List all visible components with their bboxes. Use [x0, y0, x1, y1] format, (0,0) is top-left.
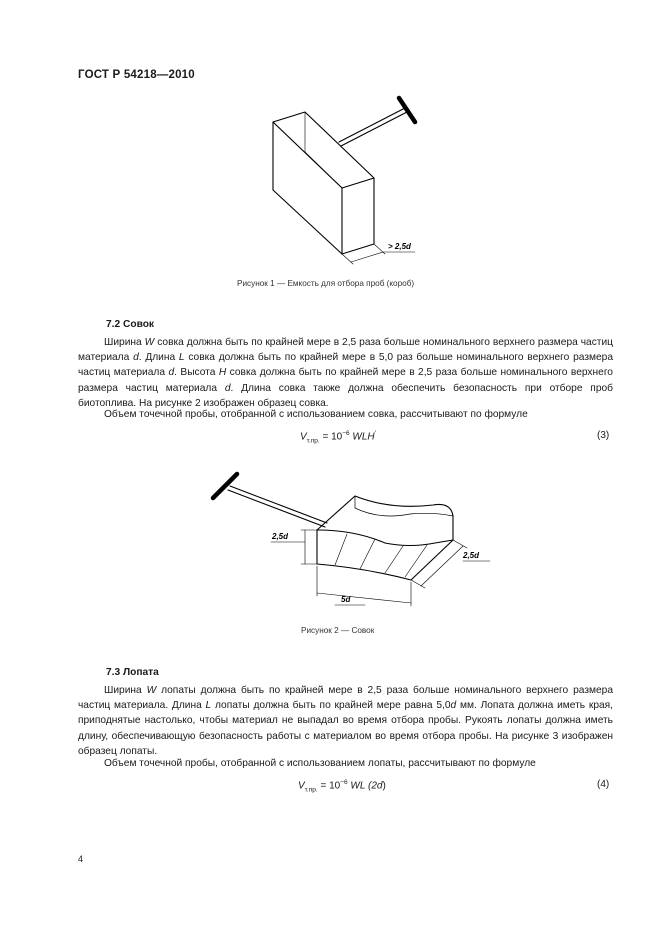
figure-1-caption: Рисунок 1 — Емкость для отбора проб (короб) — [237, 279, 415, 288]
figure-2-caption: Рисунок 2 — Совок — [301, 626, 375, 635]
scoop-body — [317, 496, 453, 580]
scoop-height-label: 2,5d — [272, 532, 289, 541]
section-7-3-paragraph: Ширина W лопаты должна быть по крайней мере в 2,5 раза больше номинального верхнего размера частиц материала. Длина L лопаты должна быть по крайней мере равна 5,0d мм. Лопата должна иметь края, приподнятые настолько, чтобы материал не выпадал во время отбора пробы. Рукоять лопаты должна иметь длину, обеспечивающую безопасность работы с материалом во время отбора пробы. На рисунке 3 изображен образец лопаты. — [78, 685, 613, 757]
scoop-length-label: 5d — [341, 595, 351, 604]
box-body — [273, 112, 374, 254]
section-7-3-title: 7.3 Лопата — [106, 667, 159, 678]
box-dim-label: > 2,5d — [388, 242, 411, 251]
box-width-dimension — [342, 242, 415, 264]
section-7-3-formula-intro: Объем точечной пробы, отобранной с использованием лопаты, рассчитывают по формуле — [104, 758, 536, 769]
box-handle — [339, 98, 415, 146]
section-7-2-paragraph: Ширина W совка должна быть по крайней мере в 2,5 раза больше номинального верхнего размера частиц материала d. Длина L совка должна быть по крайней мере в 5,0 раз больше номинального верхнего размера частиц материала d. Высота H совка должна быть по крайней мере в 2,5 раза больше номинального верхнего размера частиц материала d. Длина совка также должна обеспечить безопасность при отборе проб биотоплива. На рисунке 2 изображен образец совка. — [78, 337, 613, 409]
section-7-2-title: 7.2 Совок — [106, 319, 155, 330]
document-header: ГОСТ Р 54218—2010 — [78, 69, 195, 81]
formula-3: $V_{т.пр.} = 10^{-6}$ WLH′ — [300, 430, 376, 445]
formula-3-number: (3) — [597, 430, 610, 441]
section-7-2-formula-intro: Объем точечной пробы, отобранной с использованием совка, рассчитывают по формуле — [104, 409, 528, 420]
scoop-width-label: 2,5d — [463, 551, 480, 560]
sampling-box-drawing — [255, 92, 425, 267]
formula-4-number: (4) — [597, 779, 610, 790]
scoop-handle — [213, 474, 327, 527]
scoop-drawing — [205, 468, 495, 613]
page-number: 4 — [78, 854, 84, 864]
formula-4: $V_{т.пр.} = 10^{-6}$ WL (2d) — [298, 779, 386, 794]
